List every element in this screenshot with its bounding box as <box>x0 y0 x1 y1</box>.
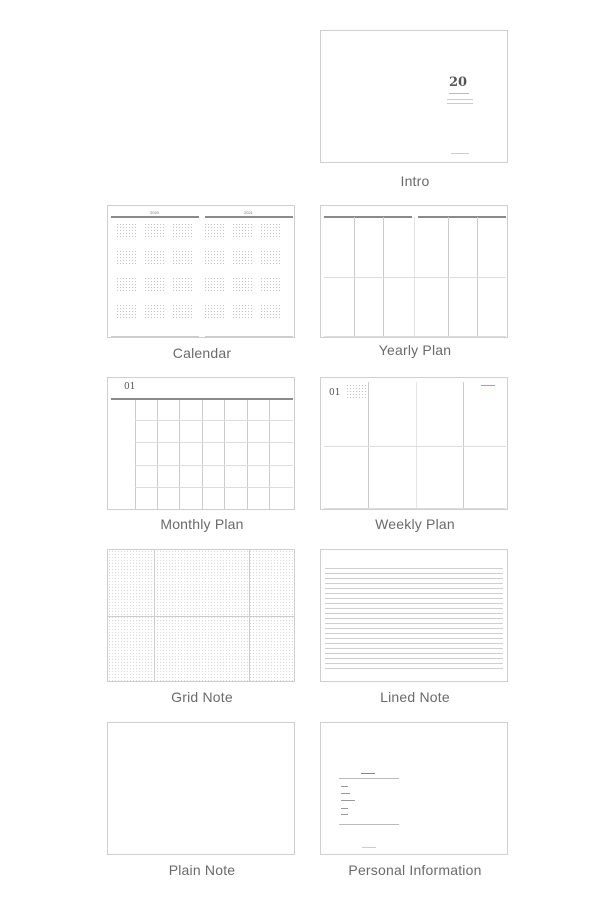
personal-information-thumbnail[interactable] <box>320 722 508 855</box>
mini-month <box>205 224 225 238</box>
mini-month <box>173 224 193 238</box>
grid-line <box>135 509 293 510</box>
mini-month <box>117 305 137 319</box>
grid-line <box>135 487 293 488</box>
calendar-year-left: 2020 <box>150 210 159 215</box>
intro-label: Intro <box>400 173 430 189</box>
grid-line <box>157 400 158 510</box>
mini-month <box>261 224 281 238</box>
mini-month <box>233 305 253 319</box>
grid-note-label: Grid Note <box>171 689 233 705</box>
mini-month <box>233 224 253 238</box>
grid-line <box>135 420 293 421</box>
mini-month <box>145 224 165 238</box>
mini-month <box>117 224 137 238</box>
mini-month <box>173 251 193 265</box>
calendar-page-thumbnail[interactable] <box>107 205 295 338</box>
grid-line <box>135 400 136 510</box>
mini-month <box>261 305 281 319</box>
grid-line <box>179 400 180 510</box>
intro-page-thumbnail[interactable] <box>320 30 508 163</box>
grid-line <box>247 400 248 510</box>
mini-month <box>233 251 253 265</box>
weekly-plan-label: Weekly Plan <box>375 516 455 532</box>
grid-line <box>135 465 293 466</box>
lined-note-thumbnail[interactable] <box>320 549 508 682</box>
plain-note-thumbnail[interactable] <box>107 722 295 855</box>
monthly-plan-label: Monthly Plan <box>160 516 244 532</box>
lined-note-label: Lined Note <box>380 689 450 705</box>
mini-month <box>117 278 137 292</box>
monthly-plan-thumbnail[interactable] <box>107 377 295 510</box>
mini-month <box>145 251 165 265</box>
monthly-number: 01 <box>124 382 136 392</box>
mini-month <box>145 305 165 319</box>
mini-month <box>145 278 165 292</box>
yearly-plan-label: Yearly Plan <box>378 342 452 358</box>
grid-line <box>269 400 270 510</box>
mini-month <box>261 278 281 292</box>
mini-month <box>261 251 281 265</box>
grid-line <box>202 400 203 510</box>
personal-information-label: Personal Information <box>348 862 482 878</box>
grid-note-thumbnail[interactable] <box>107 549 295 682</box>
intro-year-number: 20 <box>449 75 468 90</box>
grid-line <box>224 400 225 510</box>
mini-month <box>205 305 225 319</box>
mini-month <box>205 251 225 265</box>
yearly-plan-thumbnail[interactable] <box>320 205 508 338</box>
mini-month <box>233 278 253 292</box>
mini-month <box>205 278 225 292</box>
weekly-number: 01 <box>329 388 341 398</box>
weekly-plan-thumbnail[interactable] <box>320 377 508 510</box>
calendar-label: Calendar <box>172 345 232 361</box>
grid-line <box>135 442 293 443</box>
mini-month <box>117 251 137 265</box>
plain-note-label: Plain Note <box>168 862 236 878</box>
calendar-year-right: 2021 <box>244 210 253 215</box>
mini-month <box>173 278 193 292</box>
mini-month <box>173 305 193 319</box>
